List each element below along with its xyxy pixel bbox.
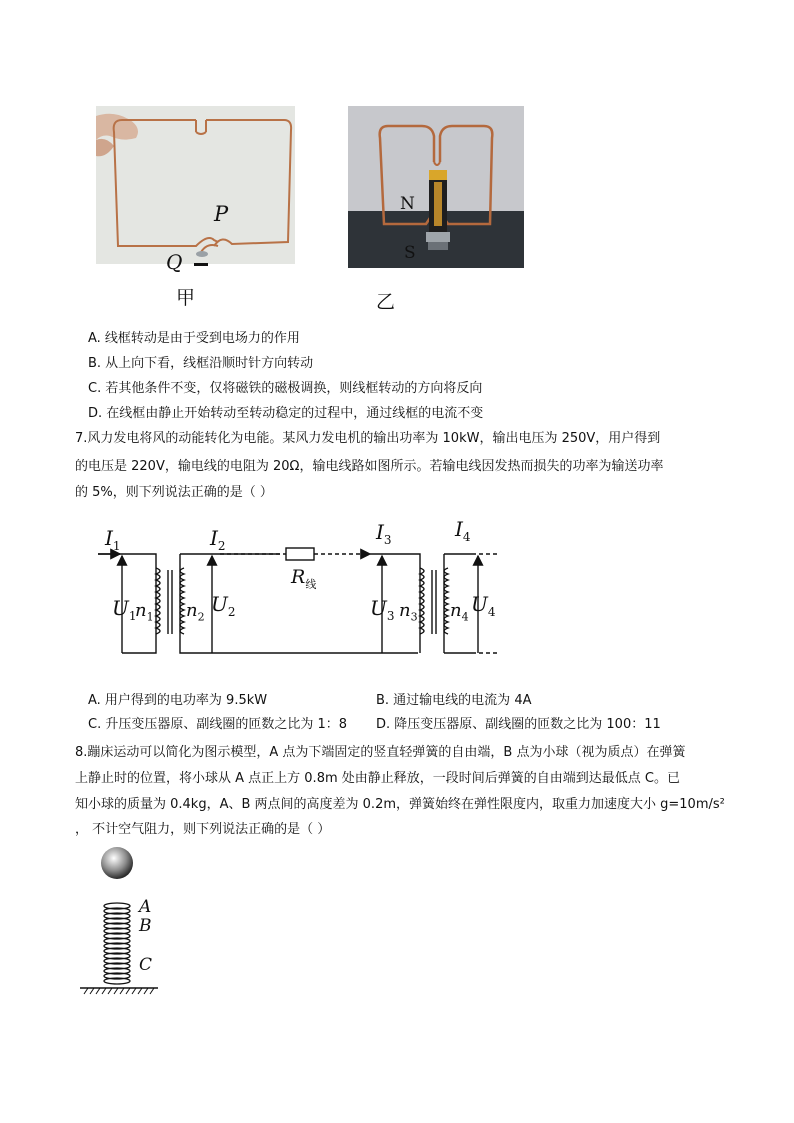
- photo-wire-frame: [96, 106, 295, 264]
- q6-option-a: A. 线框转动是由于受到电场力的作用: [88, 331, 300, 346]
- label-s: S: [404, 243, 416, 263]
- label-u1: $U_1$: [112, 596, 137, 623]
- label-c: C: [139, 955, 153, 975]
- q7-option-b: B. 通过输电线的电流为 4A: [376, 693, 532, 708]
- label-i3: $I_3$: [376, 520, 392, 547]
- label-n4: $n_4$: [450, 600, 469, 624]
- label-r-line: $R_线$: [291, 566, 317, 591]
- q8-stem-line-1: 8.蹦床运动可以简化为图示模型，A 点为下端固定的竖直轻弹簧的自由端，B 点为小球（视为质点）在弹簧: [75, 745, 686, 760]
- label-n1: $n_1$: [135, 600, 154, 624]
- q8-stem-line-2: 上静止时的位置，将小球从 A 点正上方 0.8m 处由静止释放，一段时间后弹簧的自由端到达最低点 C。已: [75, 771, 680, 786]
- transmission-circuit-diagram: [80, 520, 520, 670]
- label-u4: $U_4$: [471, 592, 496, 619]
- label-p: P: [214, 202, 229, 226]
- label-a: A: [139, 897, 152, 917]
- q7-stem-line-3: 的 5%，则下列说法正确的是（ ）: [75, 485, 273, 500]
- q6-option-c: C. 若其他条件不变，仅将磁铁的磁极调换，则线框转动的方向将反向: [88, 381, 483, 396]
- label-i2: $I_2$: [210, 526, 226, 553]
- q7-stem-line-1: 7.风力发电将风的动能转化为电能。某风力发电机的输出功率为 10kW，输出电压为 250V，用户得到: [75, 431, 661, 446]
- label-u3: $U_3$: [370, 596, 395, 623]
- q7-option-d: D. 降压变压器原、副线圈的匝数之比为 100：11: [376, 717, 661, 732]
- photo-battery-magnet: [348, 106, 524, 268]
- label-n2: $n_2$: [186, 600, 205, 624]
- q7-option-a: A. 用户得到的电功率为 9.5kW: [88, 693, 268, 708]
- label-i4: $I_4$: [455, 517, 471, 544]
- label-q: Q: [166, 250, 183, 274]
- q7-option-c: C. 升压变压器原、副线圈的匝数之比为 1：8: [88, 717, 348, 732]
- label-n3: $n_3$: [399, 600, 418, 624]
- label-i1: $I_1$: [105, 526, 121, 553]
- q7-stem-line-2: 的电压是 220V，输电线的电阻为 20Ω，输电线路如图所示。若输电线因发热而损失的功率为输送功率: [75, 459, 664, 474]
- label-b: B: [139, 916, 152, 936]
- label-q-dash: [194, 263, 208, 266]
- q8-stem-line-3: 知小球的质量为 0.4kg，A、B 两点间的高度差为 0.2m，弹簧始终在弹性限度内，取重力加速度大小 g=10m/s²: [75, 797, 725, 812]
- q6-option-d: D. 在线框由静止开始转动至转动稳定的过程中，通过线框的电流不变: [88, 406, 484, 421]
- caption-jia: 甲: [176, 287, 196, 309]
- spring-ball-diagram: [76, 842, 166, 997]
- label-n: N: [400, 194, 415, 214]
- label-u2: $U_2$: [211, 592, 236, 619]
- q6-option-b: B. 从上向下看，线框沿顺时针方向转动: [88, 356, 314, 371]
- caption-yi: 乙: [376, 291, 396, 313]
- q8-stem-line-4: ， 不计空气阻力，则下列说法正确的是（ ）: [75, 822, 331, 837]
